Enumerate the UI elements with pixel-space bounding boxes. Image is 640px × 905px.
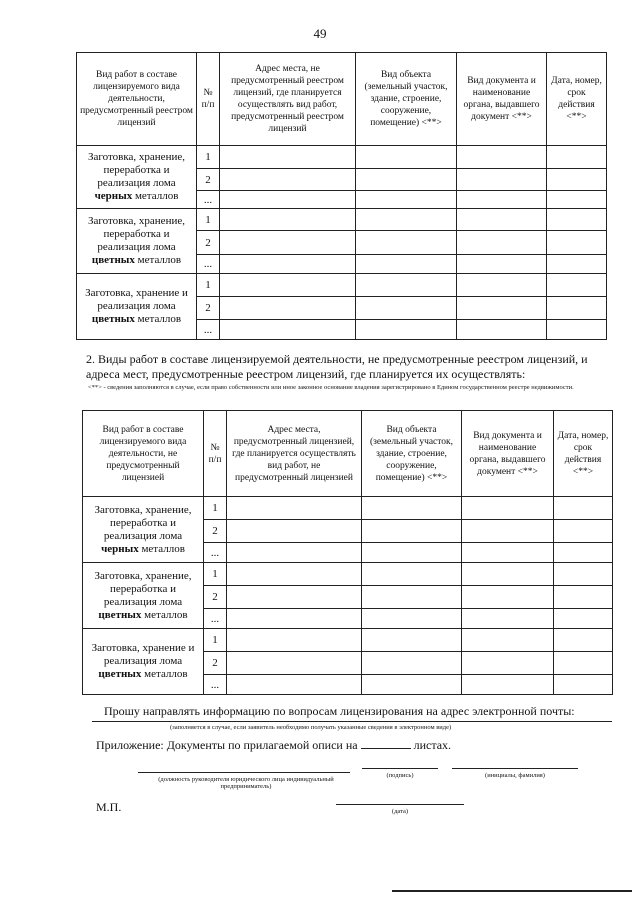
header-number: № п/п xyxy=(197,53,220,146)
page-number: 49 xyxy=(313,26,327,41)
empty-cell[interactable] xyxy=(220,274,356,297)
header-work-type: Вид работ в составе лицензируемого вида деятельности, предусмотренный реестром лицензий xyxy=(77,53,197,146)
work-type-cell xyxy=(83,563,204,629)
row-number: 2 xyxy=(204,520,227,543)
empty-cell[interactable] xyxy=(457,320,547,340)
metal-type: цветных xyxy=(98,668,142,680)
metal-type: черных xyxy=(101,542,139,555)
empty-cell[interactable] xyxy=(547,274,607,297)
row-number: 2 xyxy=(204,586,227,609)
stamp-placeholder: М.П. xyxy=(96,800,122,814)
empty-cell[interactable] xyxy=(547,255,607,274)
empty-cell[interactable] xyxy=(547,169,607,191)
row-number: 2 xyxy=(204,652,227,675)
empty-cell[interactable] xyxy=(362,520,462,543)
empty-cell[interactable] xyxy=(220,231,356,255)
table-row xyxy=(77,274,607,297)
empty-cell[interactable] xyxy=(362,586,462,609)
metal-type: цветных xyxy=(91,254,135,266)
header-date: Дата, номер, срок действия <**> xyxy=(554,411,613,497)
row-number: 2 xyxy=(197,297,220,320)
signature-line xyxy=(362,768,438,769)
work-type-cell xyxy=(77,274,197,340)
work-type-suffix: металлов xyxy=(138,542,185,555)
empty-cell[interactable] xyxy=(457,191,547,209)
header-date: Дата, номер, срок действия <**> xyxy=(547,53,607,146)
footnote: <**> - сведения заполняются в случае, если право собственности или иное законное основание владения зарегистрировано в Едином государственном реестре недвижимости. xyxy=(88,384,574,391)
section2-title: 2. Виды работ в составе лицензируемой деятельности, не предусмотренные реестром лицензий, и адреса мест, предусмотренные реестром лицензий, где планируется их осуществлять: xyxy=(86,352,588,381)
empty-cell[interactable] xyxy=(356,169,457,191)
empty-cell[interactable] xyxy=(220,255,356,274)
table-row xyxy=(83,497,613,520)
attachment-suffix: листах. xyxy=(413,738,452,752)
empty-cell[interactable] xyxy=(554,563,613,586)
empty-cell[interactable] xyxy=(227,586,362,609)
attachment-blank xyxy=(361,738,411,749)
empty-cell[interactable] xyxy=(462,652,554,675)
row-number: ... xyxy=(197,320,220,340)
empty-cell[interactable] xyxy=(227,629,362,652)
row-number: 1 xyxy=(197,274,220,297)
empty-cell[interactable] xyxy=(554,520,613,543)
email-line xyxy=(92,721,612,722)
empty-cell[interactable] xyxy=(457,146,547,169)
empty-cell[interactable] xyxy=(220,191,356,209)
empty-cell[interactable] xyxy=(462,675,554,695)
header-document: Вид документа и наименование органа, выдавшего документ <**> xyxy=(462,411,554,497)
empty-cell[interactable] xyxy=(356,146,457,169)
work-type-suffix: металлов xyxy=(134,313,182,325)
empty-cell[interactable] xyxy=(227,652,362,675)
row-number: ... xyxy=(197,191,220,209)
work-type-text: Заготовка, хранение, переработка и реализация лома xyxy=(88,151,185,189)
empty-cell[interactable] xyxy=(227,497,362,520)
metal-type: черных xyxy=(94,190,133,202)
signature-name-line xyxy=(452,768,578,769)
header-address: Адрес места, не предусмотренный реестром лицензий, где планируется осуществлять вид работ, предусмотренный реестром лицензий xyxy=(220,53,356,146)
empty-cell[interactable] xyxy=(554,652,613,675)
row-number: 2 xyxy=(197,231,220,255)
row-number: 2 xyxy=(197,169,220,191)
header-address: Адрес места, предусмотренный лицензией, где планируется осуществлять вид работ, не предусмотренный лицензией xyxy=(227,411,362,497)
empty-cell[interactable] xyxy=(547,191,607,209)
row-number: 1 xyxy=(204,629,227,652)
empty-cell[interactable] xyxy=(462,520,554,543)
header-object-type: Вид объекта (земельный участок, здание, строение, сооружение, помещение) <**> xyxy=(356,53,457,146)
empty-cell[interactable] xyxy=(220,146,356,169)
header-number: № п/п xyxy=(204,411,227,497)
work-type-cell xyxy=(77,209,197,274)
empty-cell[interactable] xyxy=(457,255,547,274)
header-object-type: Вид объекта (земельный участок, здание, строение, сооружение, помещение) <**> xyxy=(362,411,462,497)
empty-cell[interactable] xyxy=(457,169,547,191)
empty-cell[interactable] xyxy=(227,563,362,586)
empty-cell[interactable] xyxy=(362,563,462,586)
empty-cell[interactable] xyxy=(362,543,462,563)
empty-cell[interactable] xyxy=(554,497,613,520)
empty-cell[interactable] xyxy=(356,231,457,255)
metal-type: цветных xyxy=(98,608,142,621)
empty-cell[interactable] xyxy=(457,274,547,297)
empty-cell[interactable] xyxy=(547,297,607,320)
empty-cell[interactable] xyxy=(554,543,613,563)
row-number: 1 xyxy=(204,497,227,520)
row-number: ... xyxy=(204,675,227,695)
empty-cell[interactable] xyxy=(554,586,613,609)
empty-cell[interactable] xyxy=(462,586,554,609)
signature-label: (подпись) xyxy=(386,772,414,779)
empty-cell[interactable] xyxy=(547,320,607,340)
empty-cell[interactable] xyxy=(220,320,356,340)
empty-cell[interactable] xyxy=(227,675,362,695)
empty-cell[interactable] xyxy=(220,209,356,231)
empty-cell[interactable] xyxy=(362,609,462,629)
empty-cell[interactable] xyxy=(547,146,607,169)
empty-cell[interactable] xyxy=(547,209,607,231)
attachment-prefix: Приложение: Документы по прилагаемой описи на xyxy=(96,738,358,752)
empty-cell[interactable] xyxy=(362,629,462,652)
bottom-rule xyxy=(392,890,632,892)
empty-cell[interactable] xyxy=(227,609,362,629)
table-row xyxy=(83,629,613,652)
date-label: (дата) xyxy=(391,808,409,815)
empty-cell[interactable] xyxy=(362,652,462,675)
empty-cell[interactable] xyxy=(356,191,457,209)
work-type-cell xyxy=(77,146,197,209)
empty-cell[interactable] xyxy=(554,675,613,695)
empty-cell[interactable] xyxy=(547,231,607,255)
table-non-registry-works xyxy=(82,410,613,695)
table-row xyxy=(77,209,607,231)
row-number: ... xyxy=(197,255,220,274)
empty-cell[interactable] xyxy=(227,520,362,543)
empty-cell[interactable] xyxy=(462,497,554,520)
empty-cell[interactable] xyxy=(220,169,356,191)
empty-cell[interactable] xyxy=(457,209,547,231)
signature-name-label: (инициалы, фамилия) xyxy=(485,772,545,779)
empty-cell[interactable] xyxy=(227,543,362,563)
empty-cell[interactable] xyxy=(220,297,356,320)
empty-cell[interactable] xyxy=(457,231,547,255)
header-document: Вид документа и наименование органа, выдавшего документ <**> xyxy=(457,53,547,146)
work-type-suffix: металлов xyxy=(141,608,188,621)
date-line xyxy=(336,804,464,805)
attachment-line xyxy=(96,738,596,752)
empty-cell[interactable] xyxy=(362,497,462,520)
work-type-text: Заготовка, хранение, переработка и реализация лома xyxy=(88,215,185,253)
row-number: 1 xyxy=(204,563,227,586)
empty-cell[interactable] xyxy=(462,543,554,563)
row-number: 1 xyxy=(197,146,220,169)
row-number: ... xyxy=(204,609,227,629)
work-type-suffix: металлов xyxy=(132,190,179,202)
empty-cell[interactable] xyxy=(462,609,554,629)
work-type-suffix: металлов xyxy=(134,254,182,266)
empty-cell[interactable] xyxy=(356,255,457,274)
work-type-cell xyxy=(83,629,204,695)
work-type-text: Заготовка, хранение и реализация лома xyxy=(85,287,188,312)
work-type-suffix: металлов xyxy=(141,668,188,680)
empty-cell[interactable] xyxy=(356,274,457,297)
signature-position-line xyxy=(138,772,350,773)
table-row xyxy=(83,563,613,586)
empty-cell[interactable] xyxy=(554,629,613,652)
work-type-text: Заготовка, хранение, переработка и реализация лома xyxy=(94,569,192,608)
metal-type: цветных xyxy=(91,313,135,325)
table-row xyxy=(77,146,607,169)
empty-cell[interactable] xyxy=(457,297,547,320)
work-type-text: Заготовка, хранение, переработка и реализация лома xyxy=(94,503,192,542)
header-work-type: Вид работ в составе лицензируемого вида деятельности, не предусмотренный лицензией xyxy=(83,411,204,497)
email-note: (заполняется в случае, если заявитель необходимо получать указанные сведения в электронном виде) xyxy=(170,724,452,731)
row-number: ... xyxy=(204,543,227,563)
row-number: 1 xyxy=(197,209,220,231)
table-registry-works xyxy=(76,52,607,340)
work-type-text: Заготовка, хранение и реализация лома xyxy=(91,642,195,667)
empty-cell[interactable] xyxy=(356,297,457,320)
empty-cell[interactable] xyxy=(554,609,613,629)
empty-cell[interactable] xyxy=(356,320,457,340)
work-type-cell xyxy=(83,497,204,563)
empty-cell[interactable] xyxy=(462,563,554,586)
empty-cell[interactable] xyxy=(356,209,457,231)
empty-cell[interactable] xyxy=(362,675,462,695)
empty-cell[interactable] xyxy=(462,629,554,652)
email-request: Прошу направлять информацию по вопросам лицензирования на адрес электронной почты: xyxy=(104,704,575,718)
signature-position-label: (должность руководителя юридического лица индивидуальный предприниматель) xyxy=(158,776,334,790)
